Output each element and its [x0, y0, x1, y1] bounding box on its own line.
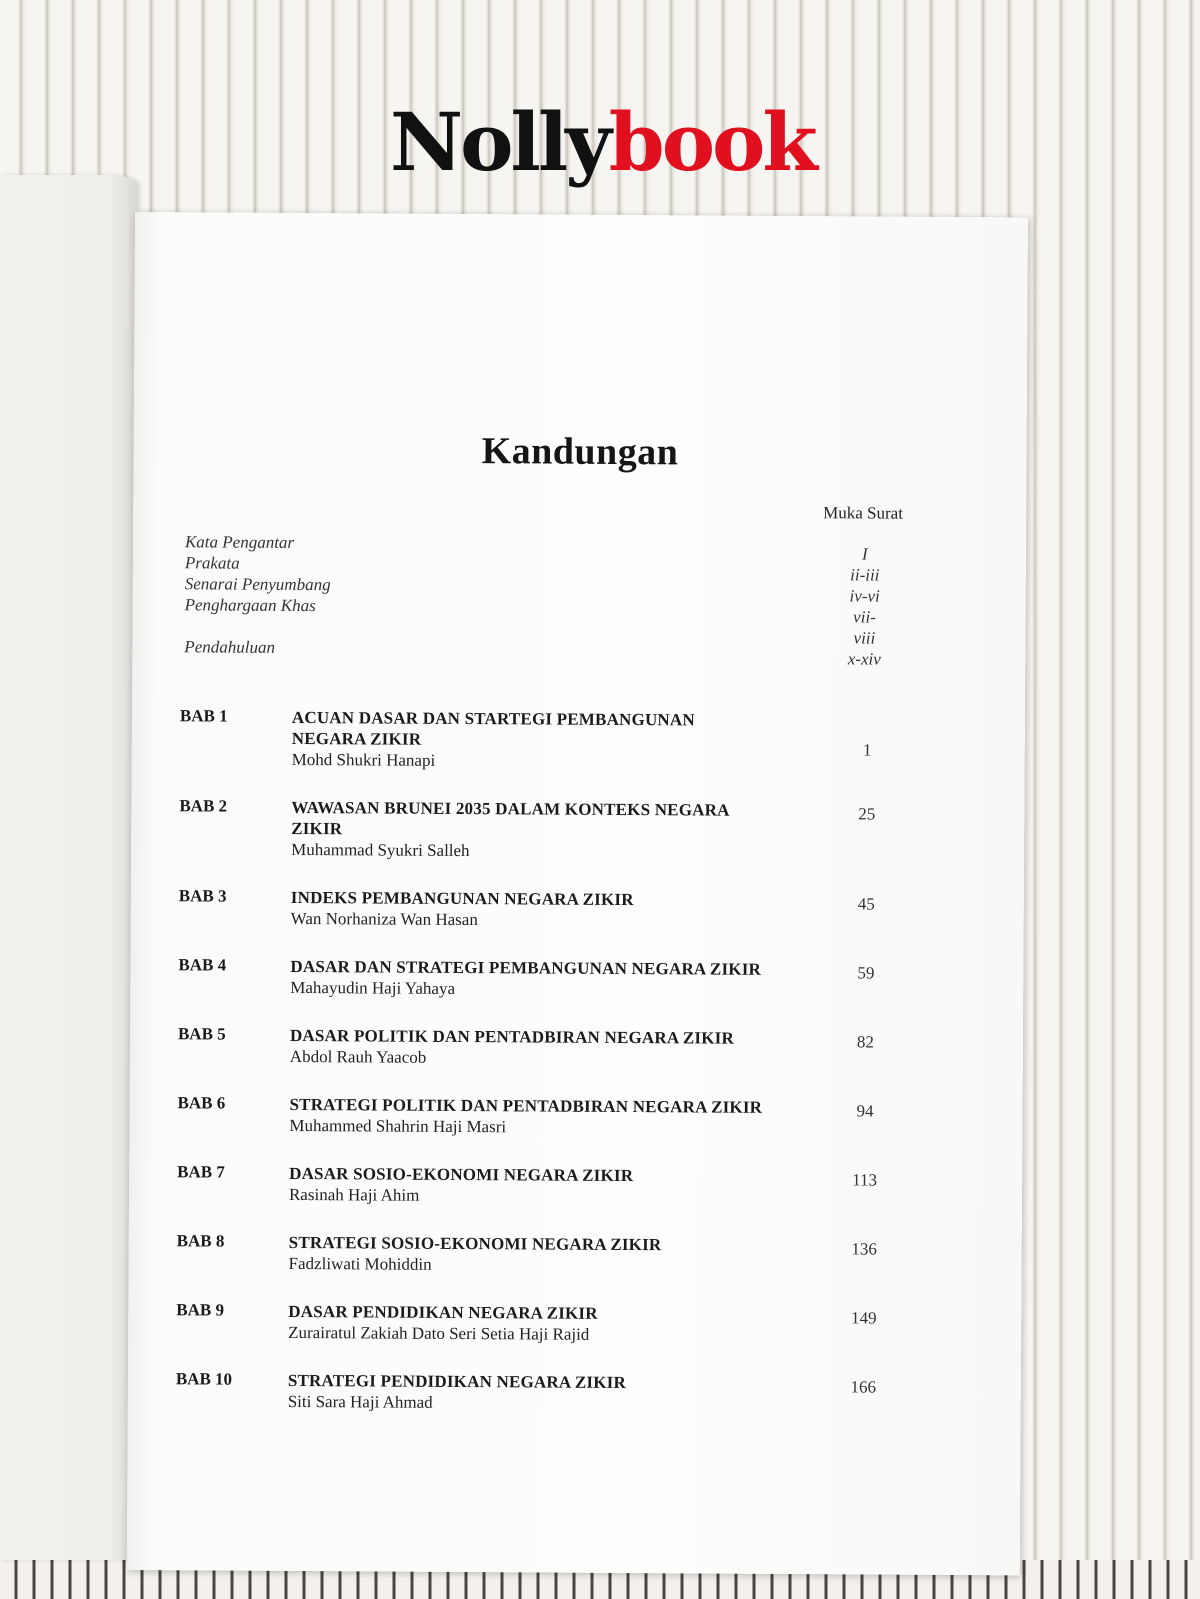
chapter-entry	[177, 1162, 897, 1209]
chapter-author: Muhammed Shahrin Haji Masri	[289, 1115, 507, 1137]
chapter-entry	[177, 1093, 897, 1140]
prelim-label: Penghargaan Khas	[184, 595, 316, 616]
chapter-body	[292, 707, 822, 774]
chapter-body	[288, 1370, 818, 1416]
chapter-page: 25	[858, 804, 876, 824]
chapter-number: BAB 2	[179, 796, 228, 816]
chapter-number: BAB 10	[175, 1369, 233, 1389]
prelim-page: ii-iii	[850, 565, 880, 585]
chapter-number: BAB 6	[177, 1093, 226, 1113]
chapter-title: DASAR PENDIDIKAN NEGARA ZIKIR	[288, 1301, 598, 1323]
chapter-body	[289, 1232, 819, 1278]
chapter-page: 149	[850, 1308, 877, 1328]
left-book-page	[0, 175, 138, 1560]
chapter-author: Rasinah Haji Ahim	[288, 1184, 420, 1205]
chapter-entry	[179, 886, 899, 933]
page-title: Kandungan	[481, 430, 679, 474]
chapter-page: 45	[857, 894, 875, 914]
chapter-title: DASAR SOSIO-EKONOMI NEGARA ZIKIR	[289, 1163, 634, 1186]
chapter-body	[291, 797, 821, 864]
chapter-list	[176, 706, 900, 1442]
chapter-title-cont: ZIKIR	[291, 818, 343, 839]
chapter-number: BAB 1	[179, 706, 228, 726]
page-column-header: Muka Surat	[823, 503, 904, 523]
prelim-page: viii	[853, 628, 876, 648]
chapter-title: STRATEGI POLITIK DAN PENTADBIRAN NEGARA ZIKIR	[289, 1094, 763, 1117]
prelim-page: vii-	[853, 607, 876, 627]
chapter-author: Mahayudin Haji Yahaya	[290, 977, 456, 998]
chapter-author: Wan Norhaniza Wan Hasan	[290, 908, 478, 930]
chapter-title: WAWASAN BRUNEI 2035 DALAM KONTEKS NEGARA	[291, 797, 730, 820]
chapter-title: ACUAN DASAR DAN STARTEGI PEMBANGUNAN	[291, 707, 695, 730]
chapter-body	[288, 1301, 818, 1347]
chapter-page: 94	[856, 1101, 874, 1121]
chapter-title: DASAR POLITIK DAN PENTADBIRAN NEGARA ZIKIR	[289, 1025, 735, 1048]
prelim-page: I	[862, 544, 868, 564]
chapter-number: BAB 9	[176, 1300, 225, 1320]
chapter-number: BAB 8	[176, 1231, 225, 1251]
watermark-part-nolly: Nolly	[390, 95, 609, 189]
watermark-part-book: book	[608, 95, 815, 189]
chapter-page: 82	[856, 1032, 875, 1052]
chapter-author: Mohd Shukri Hanapi	[291, 749, 436, 770]
chapter-number: BAB 7	[177, 1162, 225, 1182]
chapter-author: Abdol Rauh Yaacob	[289, 1046, 427, 1067]
chapter-number: BAB 3	[178, 886, 227, 906]
chapter-page: 113	[852, 1170, 878, 1190]
chapter-number: BAB 4	[178, 955, 227, 975]
chapter-page: 1	[862, 740, 872, 760]
chapter-number: BAB 5	[177, 1024, 226, 1044]
chapter-page: 136	[851, 1239, 877, 1259]
chapter-body	[290, 1025, 820, 1071]
chapter-body	[289, 1163, 819, 1209]
prelim-page: iv-vi	[849, 586, 880, 606]
chapter-title-cont: NEGARA ZIKIR	[291, 728, 422, 749]
chapter-body	[291, 887, 821, 933]
prelim-label: Kata Pengantar	[184, 532, 295, 552]
prelim-label: Pendahuluan	[184, 637, 276, 657]
chapter-entry	[177, 1231, 897, 1278]
prelim-item	[184, 637, 884, 669]
nollybook-watermark	[390, 92, 820, 192]
chapter-body	[289, 1094, 819, 1140]
chapter-author: Siti Sara Haji Ahmad	[287, 1391, 433, 1412]
chapter-page: 59	[857, 963, 875, 983]
chapter-title: INDEKS PEMBANGUNAN NEGARA ZIKIR	[290, 887, 634, 910]
chapter-entry	[178, 955, 898, 1002]
chapter-body	[290, 956, 820, 1002]
chapter-title: STRATEGI PENDIDIKAN NEGARA ZIKIR	[287, 1370, 627, 1393]
preliminaries-list	[184, 532, 885, 669]
chapter-title: DASAR DAN STRATEGI PEMBANGUNAN NEGARA ZIKIR	[290, 956, 762, 979]
chapter-entry	[179, 796, 899, 864]
chapter-author: Fadzliwati Mohiddin	[288, 1253, 432, 1274]
chapter-page: 166	[850, 1377, 877, 1397]
chapter-entry	[176, 1369, 896, 1416]
chapter-entry	[180, 706, 900, 774]
prelim-page: x-xiv	[847, 649, 881, 669]
contents-page	[127, 212, 1028, 1575]
chapter-entry	[178, 1024, 898, 1071]
chapter-author: Muhammad Syukri Salleh	[291, 839, 470, 861]
prelim-label: Prakata	[184, 553, 240, 573]
chapter-author: Zurairatul Zakiah Dato Seri Setia Haji Rajid	[288, 1322, 590, 1344]
chapter-entry	[176, 1300, 896, 1347]
chapter-title: STRATEGI SOSIO-EKONOMI NEGARA ZIKIR	[288, 1232, 662, 1255]
prelim-label: Senarai Penyumbang	[184, 574, 331, 595]
